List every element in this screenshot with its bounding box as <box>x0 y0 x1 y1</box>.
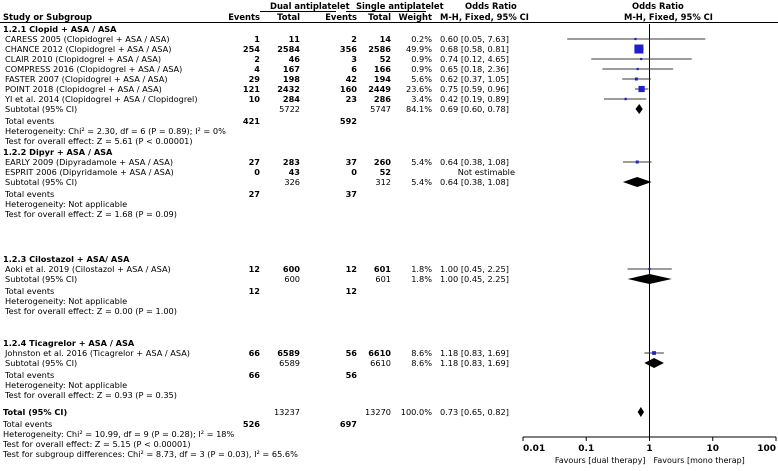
point-estimate-square <box>636 161 639 164</box>
single-group-header: Single antiplatelet <box>356 1 444 11</box>
study-name: Aoki et al. 2019 (Cilostazol + ASA / ASA) <box>5 264 171 274</box>
x-tick-label: 10 <box>706 444 720 454</box>
events-dual: 10 <box>248 94 260 104</box>
events-single: 6 <box>351 64 357 74</box>
total-dual: 167 <box>282 64 300 74</box>
subtotal-diamond <box>628 274 672 284</box>
total-overall-effect: Test for overall effect: Z = 5.15 (P < 0.00001) <box>3 439 191 449</box>
events-single: 23 <box>345 94 357 104</box>
point-estimate-square <box>639 86 645 92</box>
subtotal-total-dual: 6589 <box>279 358 300 368</box>
total-single: 52 <box>379 167 391 177</box>
subtotal-ci: 1.18 [0.83, 1.69] <box>440 358 509 368</box>
events-single: 0 <box>351 167 357 177</box>
total-dual: 11 <box>288 34 300 44</box>
ci-value: 0.68 [0.58, 0.81] <box>440 44 509 54</box>
weight-value: 3.4% <box>411 94 432 104</box>
total-dual: 43 <box>288 167 300 177</box>
weight-value: 0.9% <box>411 54 432 64</box>
x-tick-label: 1 <box>646 444 653 454</box>
x-tick-label: 0.01 <box>523 444 546 454</box>
subgroup-title: 1.2.3 Cilostazol + ASA/ ASA <box>3 254 130 264</box>
overall-effect-text: Test for overall effect: Z = 0.93 (P = 0.35) <box>5 390 177 400</box>
weight-value: 8.6% <box>411 348 432 358</box>
subtotal-total-dual: 326 <box>284 177 300 187</box>
total-header-dual: Total <box>277 12 300 22</box>
grand-total-events-label: Total events <box>3 419 53 429</box>
weight-value: 5.4% <box>411 157 432 167</box>
events-dual: 254 <box>242 44 260 54</box>
events-single: 56 <box>345 348 357 358</box>
plot-method-header: M-H, Fixed, 95% CI <box>624 12 713 22</box>
ci-value: 1.18 [0.83, 1.69] <box>440 348 509 358</box>
total-events-dual: 66 <box>248 370 260 380</box>
events-single: 2 <box>351 34 357 44</box>
ci-value: Not estimable <box>457 167 515 177</box>
total-weight: 100.0% <box>400 407 432 417</box>
subtotal-total-dual: 600 <box>284 274 300 284</box>
subtotal-total-single: 5747 <box>370 104 391 114</box>
subtotal-total-dual: 5722 <box>279 104 300 114</box>
total-events-single: 12 <box>345 286 357 296</box>
subtotal-total-single: 601 <box>375 274 391 284</box>
events-single: 356 <box>339 44 357 54</box>
total-events-label: Total events <box>5 286 55 296</box>
grand-total-events-dual: 526 <box>242 419 260 429</box>
total-dual: 284 <box>282 94 300 104</box>
x-tick-label: 0.1 <box>578 444 595 454</box>
study-name: Johnston et al. 2016 (Ticagrelor + ASA / ASA) <box>5 348 190 358</box>
weight-value: 0.2% <box>411 34 432 44</box>
subgroup-differences: Test for subgroup differences: Chi² = 8.73, df = 3 (P = 0.03), I² = 65.6% <box>3 449 298 459</box>
point-estimate-square <box>635 77 638 80</box>
total-single: 2449 <box>368 84 391 94</box>
subgroup-title: 1.2.1 Clopid + ASA / ASA <box>3 24 117 34</box>
ci-value: 0.64 [0.38, 1.08] <box>440 157 509 167</box>
weight-value: 5.6% <box>411 74 432 84</box>
subtotal-weight: 1.8% <box>411 274 432 284</box>
ci-value: 0.42 [0.19, 0.89] <box>440 94 509 104</box>
weight-value: 23.6% <box>405 84 432 94</box>
weight-header: Weight <box>398 12 432 22</box>
total-single: 14 <box>379 34 391 44</box>
events-header-single: Events <box>325 12 357 22</box>
subtotal-diamond <box>635 104 642 114</box>
point-estimate-square <box>648 268 650 270</box>
events-dual: 12 <box>248 264 260 274</box>
point-estimate-square <box>652 351 656 355</box>
total-events-label: Total events <box>5 116 55 126</box>
events-dual: 66 <box>248 348 260 358</box>
point-estimate-square <box>637 68 639 70</box>
subtotal-diamond <box>644 358 664 368</box>
total-single: 2586 <box>368 44 391 54</box>
study-name: CHANCE 2012 (Clopidogrel + ASA / ASA) <box>5 44 172 54</box>
events-dual: 2 <box>254 54 260 64</box>
subtotal-weight: 84.1% <box>405 104 432 114</box>
subtotal-diamond <box>623 177 652 187</box>
subtotal-ci: 1.00 [0.45, 2.25] <box>440 274 509 284</box>
events-dual: 4 <box>254 64 260 74</box>
total-dual: 2432 <box>277 84 300 94</box>
point-estimate-square <box>634 45 643 54</box>
total-heterogeneity: Heterogeneity: Chi² = 10.99, df = 9 (P = 0.28); I² = 18% <box>3 429 235 439</box>
plot-title-header: Odds Ratio <box>632 1 684 11</box>
ci-value: 0.65 [0.18, 2.36] <box>440 64 509 74</box>
total-events-dual: 27 <box>248 189 260 199</box>
total-dual: 600 <box>282 264 300 274</box>
point-estimate-square <box>624 98 626 100</box>
study-name: CLAIR 2010 (Clopidogrel + ASA / ASA) <box>5 54 162 64</box>
total-total-dual: 13237 <box>273 407 300 417</box>
events-dual: 27 <box>248 157 260 167</box>
favours-right-label: Favours [mono therap] <box>653 456 745 465</box>
subgroup-title: 1.2.2 Dipyr + ASA / ASA <box>3 147 113 157</box>
subtotal-ci: 0.64 [0.38, 1.08] <box>440 177 509 187</box>
total-events-label: Total events <box>5 370 55 380</box>
events-single: 12 <box>345 264 357 274</box>
subtotal-weight: 8.6% <box>411 358 432 368</box>
study-name: COMPRESS 2016 (Clopidogrel + ASA / ASA) <box>5 64 183 74</box>
total-events-dual: 421 <box>242 116 260 126</box>
total-single: 166 <box>373 64 391 74</box>
events-dual: 0 <box>254 167 260 177</box>
total-events-single: 56 <box>345 370 357 380</box>
ci-value: 1.00 [0.45, 2.25] <box>440 264 509 274</box>
or-method-header: M-H, Fixed, 95% CI <box>440 12 529 22</box>
events-single: 37 <box>345 157 357 167</box>
overall-effect-text: Test for overall effect: Z = 1.68 (P = 0.09) <box>5 209 177 219</box>
study-name: YI et al. 2014 (Clopidogrel + ASA / Clopidogrel) <box>5 94 198 104</box>
heterogeneity-text: Heterogeneity: Chi² = 2.30, df = 6 (P = 0.89); I² = 0% <box>5 126 226 136</box>
ci-value: 0.62 [0.37, 1.05] <box>440 74 509 84</box>
ci-value: 0.75 [0.59, 0.96] <box>440 84 509 94</box>
ci-value: 0.74 [0.12, 4.65] <box>440 54 509 64</box>
study-name: FASTER 2007 (Clopidogrel + ASA / ASA) <box>5 74 168 84</box>
total-ci: 0.73 [0.65, 0.82] <box>440 407 509 417</box>
subgroup-title: 1.2.4 Ticagrelor + ASA / ASA <box>3 338 135 348</box>
heterogeneity-text: Heterogeneity: Not applicable <box>5 380 128 390</box>
total-dual: 198 <box>282 74 300 84</box>
total-events-single: 592 <box>339 116 357 126</box>
events-dual: 1 <box>254 34 260 44</box>
point-estimate-square <box>634 38 636 40</box>
or-title-header: Odds Ratio <box>465 1 517 11</box>
study-name: CARESS 2005 (Clopidogrel + ASA / ASA) <box>5 34 170 44</box>
subtotal-total-single: 312 <box>375 177 391 187</box>
heterogeneity-text: Heterogeneity: Not applicable <box>5 199 128 209</box>
total-events-label: Total events <box>5 189 55 199</box>
total-single: 52 <box>379 54 391 64</box>
overall-effect-text: Test for overall effect: Z = 5.61 (P < 0.00001) <box>5 136 193 146</box>
total-header-single: Total <box>368 12 391 22</box>
x-tick-label: 100 <box>757 444 776 454</box>
total-label: Total (95% CI) <box>3 407 68 417</box>
total-dual: 46 <box>288 54 300 64</box>
weight-value: 1.8% <box>411 264 432 274</box>
point-estimate-square <box>640 58 642 60</box>
total-total-single: 13270 <box>364 407 391 417</box>
total-single: 286 <box>373 94 391 104</box>
subtotal-label: Subtotal (95% CI) <box>5 177 78 187</box>
subtotal-label: Subtotal (95% CI) <box>5 358 78 368</box>
ci-value: 0.60 [0.05, 7.63] <box>440 34 509 44</box>
events-single: 160 <box>339 84 357 94</box>
events-single: 42 <box>345 74 357 84</box>
events-dual: 29 <box>248 74 260 84</box>
subtotal-total-single: 6610 <box>370 358 391 368</box>
weight-value: 0.9% <box>411 64 432 74</box>
subtotal-weight: 5.4% <box>411 177 432 187</box>
favours-left-label: Favours [dual therapy] <box>554 456 646 465</box>
dual-group-header: Dual antiplatelet <box>270 1 350 11</box>
subtotal-ci: 0.69 [0.60, 0.78] <box>440 104 509 114</box>
overall-effect-text: Test for overall effect: Z = 0.00 (P = 1.00) <box>5 306 177 316</box>
total-single: 601 <box>373 264 391 274</box>
total-dual: 283 <box>282 157 300 167</box>
events-single: 3 <box>351 54 357 64</box>
total-dual: 6589 <box>277 348 300 358</box>
heterogeneity-text: Heterogeneity: Not applicable <box>5 296 128 306</box>
subtotal-label: Subtotal (95% CI) <box>5 104 78 114</box>
total-single: 260 <box>373 157 391 167</box>
study-col-header: Study or Subgroup <box>3 12 92 22</box>
subtotal-label: Subtotal (95% CI) <box>5 274 78 284</box>
weight-value: 49.9% <box>405 44 432 54</box>
study-name: EARLY 2009 (Dipyradamole + ASA / ASA) <box>5 157 174 167</box>
events-header-dual: Events <box>228 12 260 22</box>
total-single: 194 <box>373 74 391 84</box>
total-events-single: 37 <box>345 189 357 199</box>
events-dual: 121 <box>242 84 260 94</box>
total-events-dual: 12 <box>248 286 260 296</box>
study-name: ESPRIT 2006 (Dipyridamole + ASA / ASA) <box>5 167 174 177</box>
total-single: 6610 <box>368 348 391 358</box>
total-dual: 2584 <box>277 44 300 54</box>
grand-total-events-single: 697 <box>339 419 357 429</box>
overall-diamond <box>638 407 644 417</box>
study-name: POINT 2018 (Clopidogrel + ASA / ASA) <box>5 84 162 94</box>
